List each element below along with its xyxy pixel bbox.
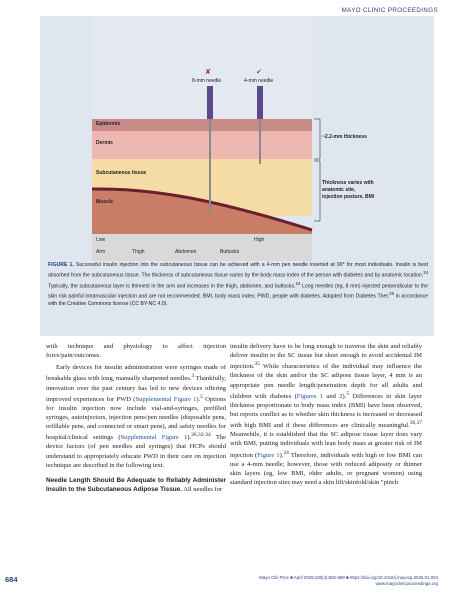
page-number: 684: [5, 575, 18, 584]
paragraph: Early devices for insulin administration were syringes made of breakable glass with long, manually sharpened needles.$^3$ Thankfully, innovation over the past century has led to new devices offering improved experiences for PWD (Supplemental Figure 1).$^5$ Options for insulin injection now include vial-and-syringes, prefilled syringes, autoinjectors, injection pens/pen needles (disposable pens, refillable pens, and connected or smart pens), and safety needles for hospital/clinical settings (Supplemental Figure 1).$^{26,32-34}$ The device factors (of pen needles and syringes) that HCPs should understand to appropriately educate PWD in their care on injection technique are described in the following text.: [46, 364, 226, 469]
subcutaneous-label: Subcutaneous tissue: [96, 170, 147, 176]
figure-caption: FIGURE 1. Successful insulin injection into the subcutaneous tissue can be achieved with a 4-mm pen needle inserted at 90° for most individuals. Insulin is best absorbed from the subcutaneous tissue. The thickness of subcutaneous tissue varies by the body mass index of the person with diabetes and by anatomic location.$^{24}$ Typically, the subcutaneous layer is thinnest in the arm and increases in the thigh, abdomen, and buttocks.$^{24}$ Long needles (eg, 8 mm) injected perpendicular to the skin risk painful intramuscular injection and are not recommended. BMI, body mass index; PWD, people with diabetes. Adapted from Diabetes Ther,$^{25}$ in accordance with the Creative Commons license (CC BY-NC 4.0).: [48, 262, 428, 308]
subq-note-line1: Thickness varies with: [322, 180, 374, 186]
caption-label: FIGURE 1.: [48, 262, 74, 268]
body-column-left: [46, 342, 226, 494]
supplemental-figure-link[interactable]: Supplemental Figure 1: [120, 434, 188, 442]
site-arm: Arm: [96, 249, 106, 255]
site-abdomen: Abdomen: [175, 249, 197, 255]
figure-link[interactable]: Figure 1: [257, 451, 280, 459]
needle-right-label: 4-mm needle: [244, 78, 274, 84]
epidermis-label: Epidermis: [96, 121, 121, 127]
paragraph: insulin delivery have to be long enough to traverse the skin and reliably deliver insulin to the SC tissue but short enough to avoid accidental IM injection.$^{35}$ While characteristics of the individual may influence the thickness of the skin and/or the SC adipose tissue layer, 4 mm is an appropriate pen needle length/penetration depth for all adults and children with diabetes (Figures 1 and 2).$^5$ Differences in skin layer thickness proportionate to body mass index (BMI) have been observed, but reports conflict as to whether skin thickness is increased or decreased with high BMI and if these differences are clinically meaningful.$^{36,37}$ Meanwhile, it is established that the SC adipose tissue layer does vary with BMI, putting individuals with lean body mass at greater risk of IM injection (Figure 1).$^{24}$ Therefore, individuals with high or low BMI can use a 4-mm needle; however, those with reduced adiposity or thinner skin layers (eg, low BMI, older adults, or pregnant women) using standard injection sites may need a skin lift/skinfold/skin "pinch: [230, 343, 422, 486]
subq-note-line2: anatomic site,: [322, 187, 356, 193]
figure-link[interactable]: Figures 1: [296, 392, 324, 400]
citation-line[interactable]: Mayo Clin Proc ■ April 2025;100(4):682-699 ■ https://doi.org/10.1016/j.mayocp.2025.01.004: [259, 575, 438, 580]
muscle-label: Muscle: [96, 199, 113, 205]
footer-citation: [259, 575, 438, 587]
figure-link[interactable]: 2: [339, 392, 343, 400]
paragraph: with technique and physiology to affect injection force/pain/outcomes.: [46, 343, 226, 360]
dermis-thickness-note: ~2.2-mm thickness: [322, 134, 367, 140]
scale-low-label: Low: [96, 237, 106, 243]
subq-note-line3: injection posture, BMI: [322, 194, 375, 200]
dermis-label: Dermis: [96, 140, 113, 146]
body-column-right: [230, 342, 422, 487]
needle-right-mark: ✔: [256, 69, 262, 76]
needle-left-mark: ✘: [205, 69, 211, 76]
section-heading-paragraph: Needle Length Should Be Adequate to Reliably Administer Insulin to the Subcutaneous Adipose Tissue. All needles for: [46, 476, 226, 493]
figure-1: [40, 16, 434, 336]
skin-layers-illustration: [40, 16, 434, 261]
supplemental-figure-link[interactable]: Supplemental Figure 1: [135, 395, 197, 403]
needle-left-label: 8-mm needle: [192, 78, 222, 84]
section-heading: Needle Length Should Be Adequate to Reliably Administer Insulin to the Subcutaneous Adipose Tissue.: [46, 476, 226, 493]
scale-high-label: High: [254, 237, 265, 243]
site-buttocks: Buttocks: [220, 249, 240, 255]
site-thigh: Thigh: [132, 249, 145, 255]
website-line[interactable]: www.mayoclinicproceedings.org: [375, 581, 438, 586]
journal-header: MAYO CLINIC PROCEEDINGS: [341, 7, 438, 14]
